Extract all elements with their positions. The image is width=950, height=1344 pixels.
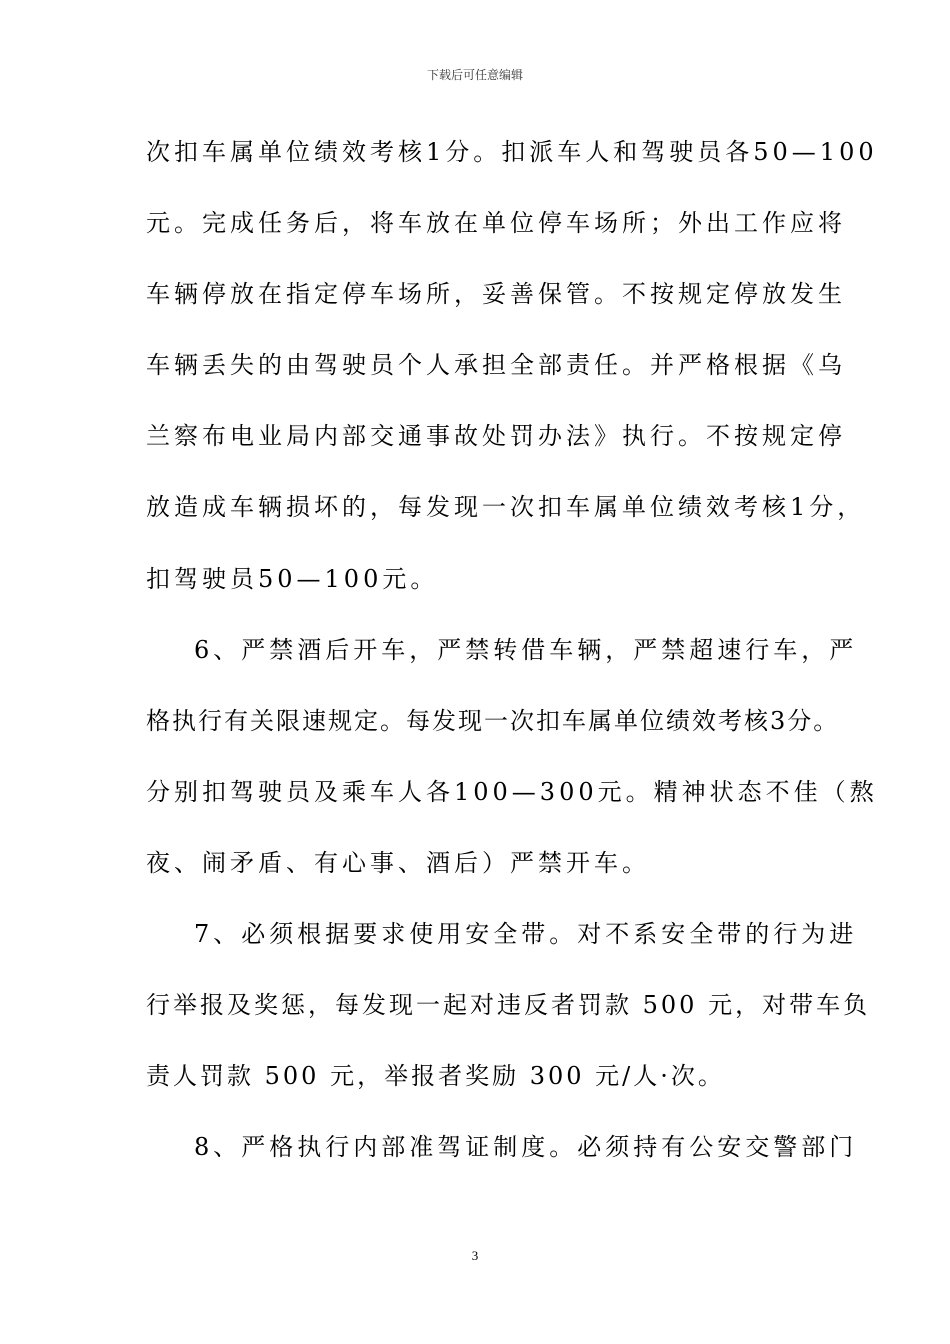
text-line: 8、严格执行内部准驾证制度。必须持有公安交警部门 xyxy=(194,1133,858,1161)
page-header: 下载后可任意编辑 xyxy=(426,68,523,82)
text-line: 7、必须根据要求使用安全带。对不系安全带的行为进 xyxy=(194,920,858,948)
text-line: 车辆停放在指定停车场所，妥善保管。不按规定停放发生 xyxy=(146,280,846,308)
text-line: 夜、闹矛盾、有心事、酒后）严禁开车。 xyxy=(146,849,650,877)
page-number: 3 xyxy=(471,1248,479,1263)
text-line: 责人罚款 500 元，举报者奖励 300 元/人·次。 xyxy=(146,1062,725,1090)
text-line: 分别扣驾驶员及乘车人各100—300元。精神状态不佳（熬 xyxy=(146,778,878,806)
text-line: 次扣车属单位绩效考核1分。扣派车人和驾驶员各50—100 xyxy=(146,138,878,166)
text-line: 扣驾驶员50—100元。 xyxy=(146,565,439,593)
text-line: 6、严禁酒后开车，严禁转借车辆，严禁超速行车，严 xyxy=(194,636,858,664)
text-line: 格执行有关限速规定。每发现一次扣车属单位绩效考核3分。 xyxy=(146,707,840,735)
text-line: 放造成车辆损坏的，每发现一次扣车属单位绩效考核1分， xyxy=(146,493,866,521)
text-line: 车辆丢失的由驾驶员个人承担全部责任。并严格根据《乌 xyxy=(146,351,846,379)
text-line: 元。完成任务后，将车放在单位停车场所；外出工作应将 xyxy=(146,209,846,237)
text-line: 行举报及奖惩，每发现一起对违反者罚款 500 元，对带车负 xyxy=(146,991,871,1019)
text-line: 兰察布电业局内部交通事故处罚办法》执行。不按规定停 xyxy=(146,422,846,450)
